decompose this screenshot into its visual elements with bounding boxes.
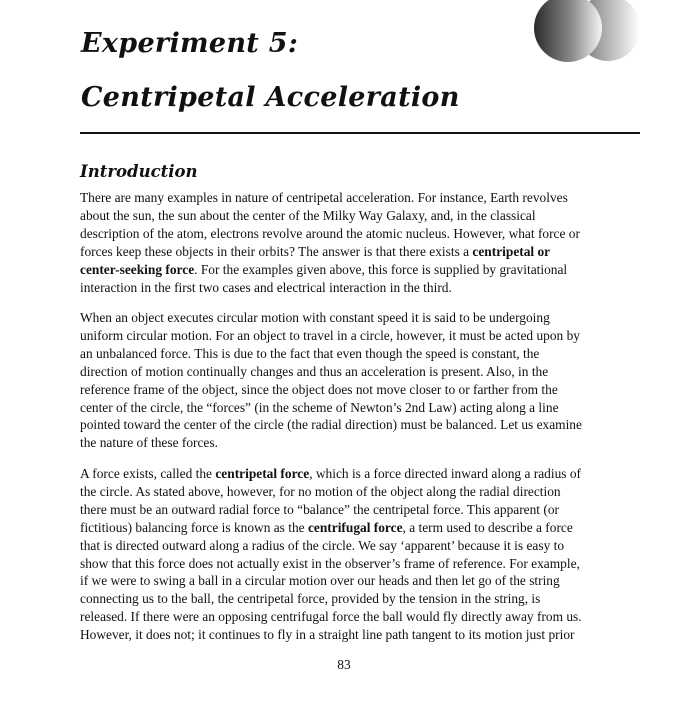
text-run: direction of motion continually changes and thus an acceleration is present. Also, in the: [80, 363, 549, 379]
text-line: [80, 483, 660, 501]
text-run: if we were to swing a ball in a circular motion over our heads and then let go of the string: [80, 573, 560, 589]
page-title-line-2: Centripetal Acceleration: [81, 82, 460, 113]
text-line: [80, 501, 660, 519]
bold-term: centripetal force: [215, 466, 310, 481]
text-run: connecting us to the ball, the centripetal force, provided by the tension in the string, is: [80, 591, 541, 607]
title-divider: [80, 132, 640, 134]
text-line: [80, 416, 660, 434]
paragraph-1: [80, 189, 660, 296]
page-number: 83: [337, 657, 351, 672]
text-line: [80, 555, 660, 573]
text-line: [80, 261, 660, 279]
text-line: [80, 225, 660, 243]
text-line: [80, 590, 660, 608]
paragraph-2: [80, 309, 660, 452]
text-line: [80, 465, 660, 483]
text-line: [80, 243, 660, 261]
text-run: about the sun, the sun about the center of the Milky Way Galaxy, and, in the classical: [80, 207, 536, 223]
text-run: description of the atom, electrons revolve around the atomic nucleus. However, what force or: [80, 225, 580, 241]
text-line: [80, 363, 660, 381]
text-run: released. If there were an opposing centrifugal force the ball would fly directly away from us.: [80, 609, 582, 625]
text-run: A force exists, called the: [80, 466, 216, 481]
text-run: , which is a force directed inward along a radius of: [309, 466, 581, 481]
text-run: . For the examples given above, this force is supplied by gravitational: [194, 261, 568, 277]
page-title-line-1: Experiment 5:: [81, 28, 299, 59]
text-run: pointed toward the center of the circle (the radial direction) must be balanced. Let us examine: [80, 417, 582, 433]
text-run: However, it does not; it continues to fly in a straight line path tangent to its motion just prior: [80, 627, 575, 643]
text-run: show that this force does not actually exist in the observer’s frame of reference. For example,: [80, 555, 580, 571]
text-run: reference frame of the object, since the object does not move closer to or farther from the: [80, 381, 558, 397]
text-line: [80, 434, 660, 452]
text-line: [80, 572, 660, 590]
paragraph-3: [80, 465, 660, 644]
text-run: fictitious) balancing force is known as the: [80, 519, 308, 535]
text-run: center of the circle, the “forces” (in the scheme of Newton’s 2nd Law) acting along a line: [80, 399, 559, 415]
text-run: the circle. As stated above, however, for no motion of the object along the radial direction: [80, 483, 561, 499]
bold-term: centrifugal force: [307, 519, 403, 535]
bold-term: centripetal or: [472, 243, 551, 259]
text-run: uniform circular motion. For an object to travel in a circle, however, it must be acted upon by: [80, 327, 580, 343]
text-line: [80, 327, 660, 345]
text-run: an unbalanced force. This is due to the fact that even though the speed is constant, the: [80, 345, 540, 361]
text-line: [80, 279, 660, 297]
gradient-circles-logo: [532, 0, 642, 68]
text-run: there must be an outward radial force to “balance” the centripetal force. This apparent (or: [80, 501, 559, 517]
text-run: When an object executes circular motion with constant speed it is said to be undergoing: [80, 310, 550, 325]
text-line: [80, 399, 660, 417]
text-line: [80, 345, 660, 363]
bold-term: center-seeking force: [80, 261, 195, 277]
text-line: [80, 189, 660, 207]
text-line: [80, 207, 660, 225]
text-line: [80, 537, 660, 555]
text-line: [80, 519, 660, 537]
text-run: the nature of these forces.: [80, 435, 218, 451]
text-run: There are many examples in nature of centripetal acceleration. For instance, Earth revolves: [80, 190, 568, 205]
text-run: forces keep these objects in their orbits? The answer is that there exists a: [80, 243, 473, 259]
text-run: that is directed outward along a radius of the circle. We say ‘apparent’ because it is easy to: [80, 537, 565, 553]
section-heading: Introduction: [80, 162, 198, 181]
text-line: [80, 381, 660, 399]
text-run: interaction in the first two cases and electrical interaction in the third.: [80, 279, 452, 295]
text-line: [80, 626, 660, 644]
text-line: [80, 608, 660, 626]
text-line: [80, 309, 660, 327]
text-run: , a term used to describe a force: [402, 519, 573, 535]
